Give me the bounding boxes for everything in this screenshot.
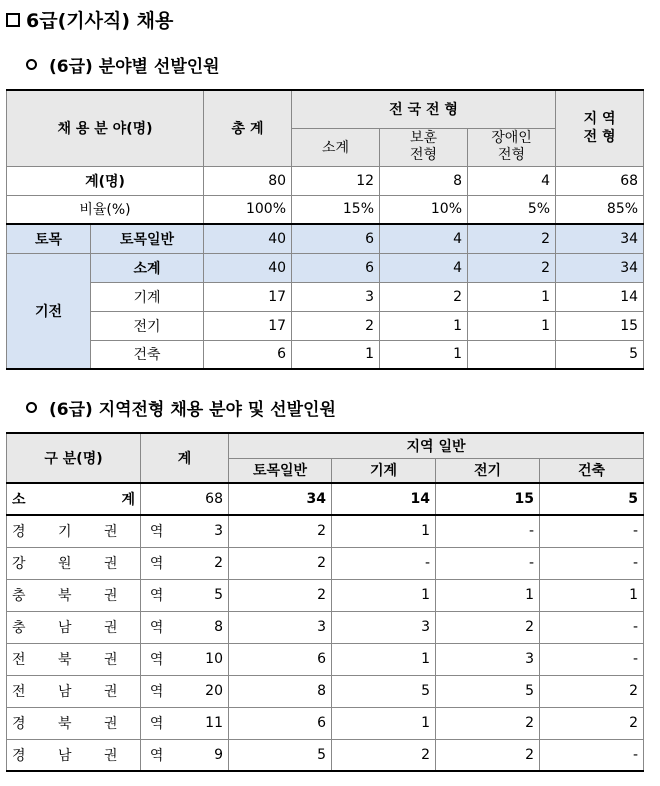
region-row — [7, 611, 644, 643]
header-total: 총 계 — [204, 90, 292, 166]
cell: 14 — [332, 483, 436, 515]
cell: 6 — [292, 224, 380, 253]
page-title-text: 6급(기사직) 채용 — [26, 10, 174, 32]
cell: 15% — [292, 195, 380, 224]
cell: 10 — [141, 643, 229, 675]
cell: - — [540, 515, 644, 547]
cell: 17 — [204, 282, 292, 311]
cell: 5 — [556, 340, 644, 369]
cell: 11 — [141, 707, 229, 739]
cell: 1 — [468, 311, 556, 340]
cell: 2 — [229, 579, 332, 611]
cell: 2 — [141, 547, 229, 579]
cell: 2 — [436, 611, 540, 643]
cell: 20 — [141, 675, 229, 707]
cell: 100% — [204, 195, 292, 224]
cell: 5% — [468, 195, 556, 224]
region-label: 경 북 권 역 — [7, 707, 141, 739]
page-title — [6, 6, 173, 33]
cell: 2 — [229, 547, 332, 579]
cell: 1 — [380, 340, 468, 369]
cell: 6 — [229, 707, 332, 739]
region-label: 강 원 권 역 — [7, 547, 141, 579]
region-label: 전 남 권 역 — [7, 675, 141, 707]
header-col: 기계 — [332, 458, 436, 483]
region-row — [7, 579, 644, 611]
header-col: 전기 — [436, 458, 540, 483]
cell — [468, 340, 556, 369]
subtotal-label-b: 계 — [121, 492, 135, 508]
cell: 5 — [141, 579, 229, 611]
cell: 15 — [436, 483, 540, 515]
cell: 1 — [436, 579, 540, 611]
cell: 3 — [292, 282, 380, 311]
total-label: 계(명) — [7, 166, 204, 195]
cell: 1 — [468, 282, 556, 311]
cell: - — [540, 547, 644, 579]
tech-label: 소계 — [91, 253, 204, 282]
civil-row — [7, 224, 644, 253]
header-national: 전 국 전 형 — [292, 90, 556, 128]
cell: 3 — [436, 643, 540, 675]
cell: 40 — [204, 224, 292, 253]
cell: 9 — [141, 739, 229, 771]
header-total: 계 — [141, 433, 229, 483]
header-veteran: 보훈 전형 — [380, 128, 468, 166]
region-label: 경 남 권 역 — [7, 739, 141, 771]
total-row — [7, 166, 644, 195]
cell: 5 — [229, 739, 332, 771]
region-row — [7, 643, 644, 675]
header-col: 토목일반 — [229, 458, 332, 483]
circle-bullet-icon — [26, 402, 37, 413]
cell: 8 — [229, 675, 332, 707]
cell: 2 — [468, 253, 556, 282]
cell: 3 — [141, 515, 229, 547]
cell: - — [540, 643, 644, 675]
cell: 1 — [332, 515, 436, 547]
cell: 1 — [540, 579, 644, 611]
cell: 68 — [556, 166, 644, 195]
region-row — [7, 515, 644, 547]
cell: 2 — [380, 282, 468, 311]
region-row — [7, 547, 644, 579]
section2-heading — [26, 395, 336, 420]
cell: 34 — [556, 253, 644, 282]
tech-label: 건축 — [91, 340, 204, 369]
cell: 5 — [540, 483, 644, 515]
header-regional: 지 역 전 형 — [556, 90, 644, 166]
tech-label: 기계 — [91, 282, 204, 311]
header-col: 건축 — [540, 458, 644, 483]
header-category: 구 분(명) — [7, 433, 141, 483]
cell: 5 — [332, 675, 436, 707]
selection-by-field-table — [6, 89, 644, 370]
cell: 1 — [332, 707, 436, 739]
cell: 34 — [229, 483, 332, 515]
cell: 12 — [292, 166, 380, 195]
header-subtotal: 소계 — [292, 128, 380, 166]
cell: 1 — [292, 340, 380, 369]
cell: 17 — [204, 311, 292, 340]
cell: 6 — [292, 253, 380, 282]
region-row — [7, 675, 644, 707]
region-row — [7, 739, 644, 771]
cell: - — [436, 547, 540, 579]
cell: 3 — [229, 611, 332, 643]
region-label: 충 북 권 역 — [7, 579, 141, 611]
subtotal-label — [7, 483, 141, 515]
header-regional-general: 지역 일반 — [229, 433, 644, 458]
ratio-label: 비율(%) — [7, 195, 204, 224]
cell: 2 — [540, 707, 644, 739]
section2-heading-text: (6급) 지역전형 채용 분야 및 선발인원 — [49, 400, 336, 420]
cell: 2 — [436, 707, 540, 739]
cell: 85% — [556, 195, 644, 224]
header-disabled: 장애인 전형 — [468, 128, 556, 166]
cell: 10% — [380, 195, 468, 224]
region-label: 전 북 권 역 — [7, 643, 141, 675]
tech-subtotal-row — [7, 253, 644, 282]
civil-group: 토목 — [7, 224, 91, 253]
region-label: 충 남 권 역 — [7, 611, 141, 643]
cell: 5 — [436, 675, 540, 707]
region-label: 경 기 권 역 — [7, 515, 141, 547]
cell: 2 — [540, 675, 644, 707]
cell: 2 — [332, 739, 436, 771]
cell: - — [540, 739, 644, 771]
ratio-row — [7, 195, 644, 224]
cell: 2 — [436, 739, 540, 771]
cell: 68 — [141, 483, 229, 515]
tech-row — [7, 311, 644, 340]
section1-heading — [26, 52, 220, 77]
circle-bullet-icon — [26, 59, 37, 70]
cell: 1 — [332, 643, 436, 675]
cell: 2 — [292, 311, 380, 340]
cell: - — [436, 515, 540, 547]
cell: 3 — [332, 611, 436, 643]
cell: 1 — [332, 579, 436, 611]
subtotal-label-a: 소 — [12, 492, 26, 508]
cell: 4 — [380, 253, 468, 282]
cell: 2 — [229, 515, 332, 547]
cell: - — [332, 547, 436, 579]
civil-label: 토목일반 — [91, 224, 204, 253]
tech-group: 기전 — [7, 253, 91, 369]
header-field: 채 용 분 야(명) — [7, 90, 204, 166]
section1-heading-text: (6급) 분야별 선발인원 — [49, 57, 220, 77]
cell: 1 — [380, 311, 468, 340]
checkbox-square-icon — [6, 13, 20, 27]
cell: 34 — [556, 224, 644, 253]
cell: 8 — [380, 166, 468, 195]
regional-selection-table — [6, 432, 644, 772]
cell: 40 — [204, 253, 292, 282]
tech-label: 전기 — [91, 311, 204, 340]
subtotal-row — [7, 483, 644, 515]
cell: 80 — [204, 166, 292, 195]
cell: 14 — [556, 282, 644, 311]
tech-row — [7, 340, 644, 369]
cell: 6 — [229, 643, 332, 675]
cell: - — [540, 611, 644, 643]
tech-row — [7, 282, 644, 311]
cell: 2 — [468, 224, 556, 253]
region-row — [7, 707, 644, 739]
cell: 4 — [468, 166, 556, 195]
cell: 6 — [204, 340, 292, 369]
cell: 8 — [141, 611, 229, 643]
cell: 15 — [556, 311, 644, 340]
cell: 4 — [380, 224, 468, 253]
